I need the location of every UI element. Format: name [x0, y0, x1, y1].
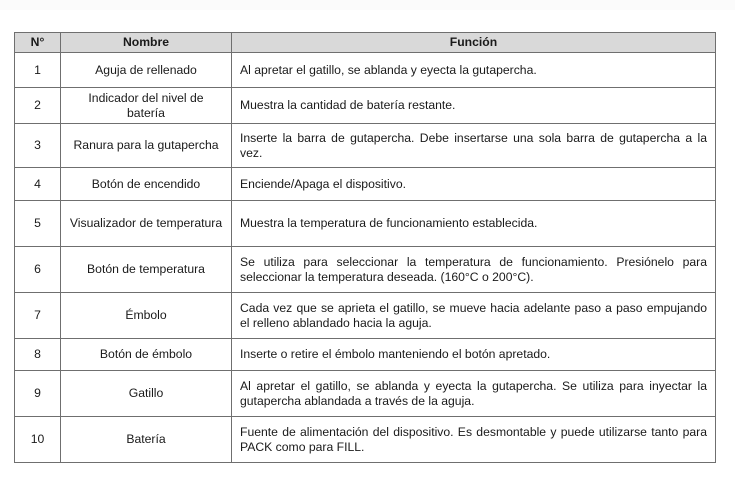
row-function: Al apretar el gatillo, se ablanda y eyecta la gutapercha. — [232, 53, 716, 88]
row-name: Batería — [61, 417, 232, 463]
table-row — [15, 168, 716, 201]
row-function: Muestra la cantidad de batería restante. — [232, 88, 716, 124]
column-header-num: N° — [15, 33, 61, 53]
row-num: 6 — [15, 247, 61, 293]
row-function: Fuente de alimentación del dispositivo. Es desmontable y puede utilizarse tanto para PACK como para FILL. — [232, 417, 716, 463]
row-name: Visualizador de temperatura — [61, 201, 232, 247]
row-name: Botón de émbolo — [61, 339, 232, 371]
row-num: 5 — [15, 201, 61, 247]
components-table — [14, 32, 716, 463]
row-name: Gatillo — [61, 371, 232, 417]
table-row — [15, 371, 716, 417]
row-num: 3 — [15, 124, 61, 168]
row-function: Cada vez que se aprieta el gatillo, se mueve hacia adelante paso a paso empujando el relleno ablandado hacia la aguja. — [232, 293, 716, 339]
table-header-row — [15, 33, 716, 53]
row-function: Enciende/Apaga el dispositivo. — [232, 168, 716, 201]
row-num: 7 — [15, 293, 61, 339]
row-num: 2 — [15, 88, 61, 124]
row-name: Aguja de rellenado — [61, 53, 232, 88]
row-name: Botón de encendido — [61, 168, 232, 201]
row-num: 10 — [15, 417, 61, 463]
column-header-name: Nombre — [61, 33, 232, 53]
row-num: 9 — [15, 371, 61, 417]
row-name: Émbolo — [61, 293, 232, 339]
row-function: Inserte o retire el émbolo manteniendo el botón apretado. — [232, 339, 716, 371]
row-num: 1 — [15, 53, 61, 88]
top-strip — [0, 0, 735, 10]
row-function: Inserte la barra de gutapercha. Debe insertarse una sola barra de gutapercha a la vez. — [232, 124, 716, 168]
table-row — [15, 124, 716, 168]
table-row — [15, 339, 716, 371]
table-row — [15, 88, 716, 124]
table-row — [15, 247, 716, 293]
row-name: Ranura para la gutapercha — [61, 124, 232, 168]
row-function: Se utiliza para seleccionar la temperatura de funcionamiento. Presiónelo para seleccionar la temperatura deseada. (160°C o 200°C). — [232, 247, 716, 293]
table-row — [15, 201, 716, 247]
row-function: Al apretar el gatillo, se ablanda y eyecta la gutapercha. Se utiliza para inyectar la gutapercha ablandada a través de la aguja. — [232, 371, 716, 417]
row-function: Muestra la temperatura de funcionamiento establecida. — [232, 201, 716, 247]
table-row — [15, 417, 716, 463]
column-header-function: Función — [232, 33, 716, 53]
row-num: 8 — [15, 339, 61, 371]
row-name: Botón de temperatura — [61, 247, 232, 293]
row-num: 4 — [15, 168, 61, 201]
table-row — [15, 293, 716, 339]
row-name: Indicador del nivel de batería — [61, 88, 232, 124]
table-row — [15, 53, 716, 88]
